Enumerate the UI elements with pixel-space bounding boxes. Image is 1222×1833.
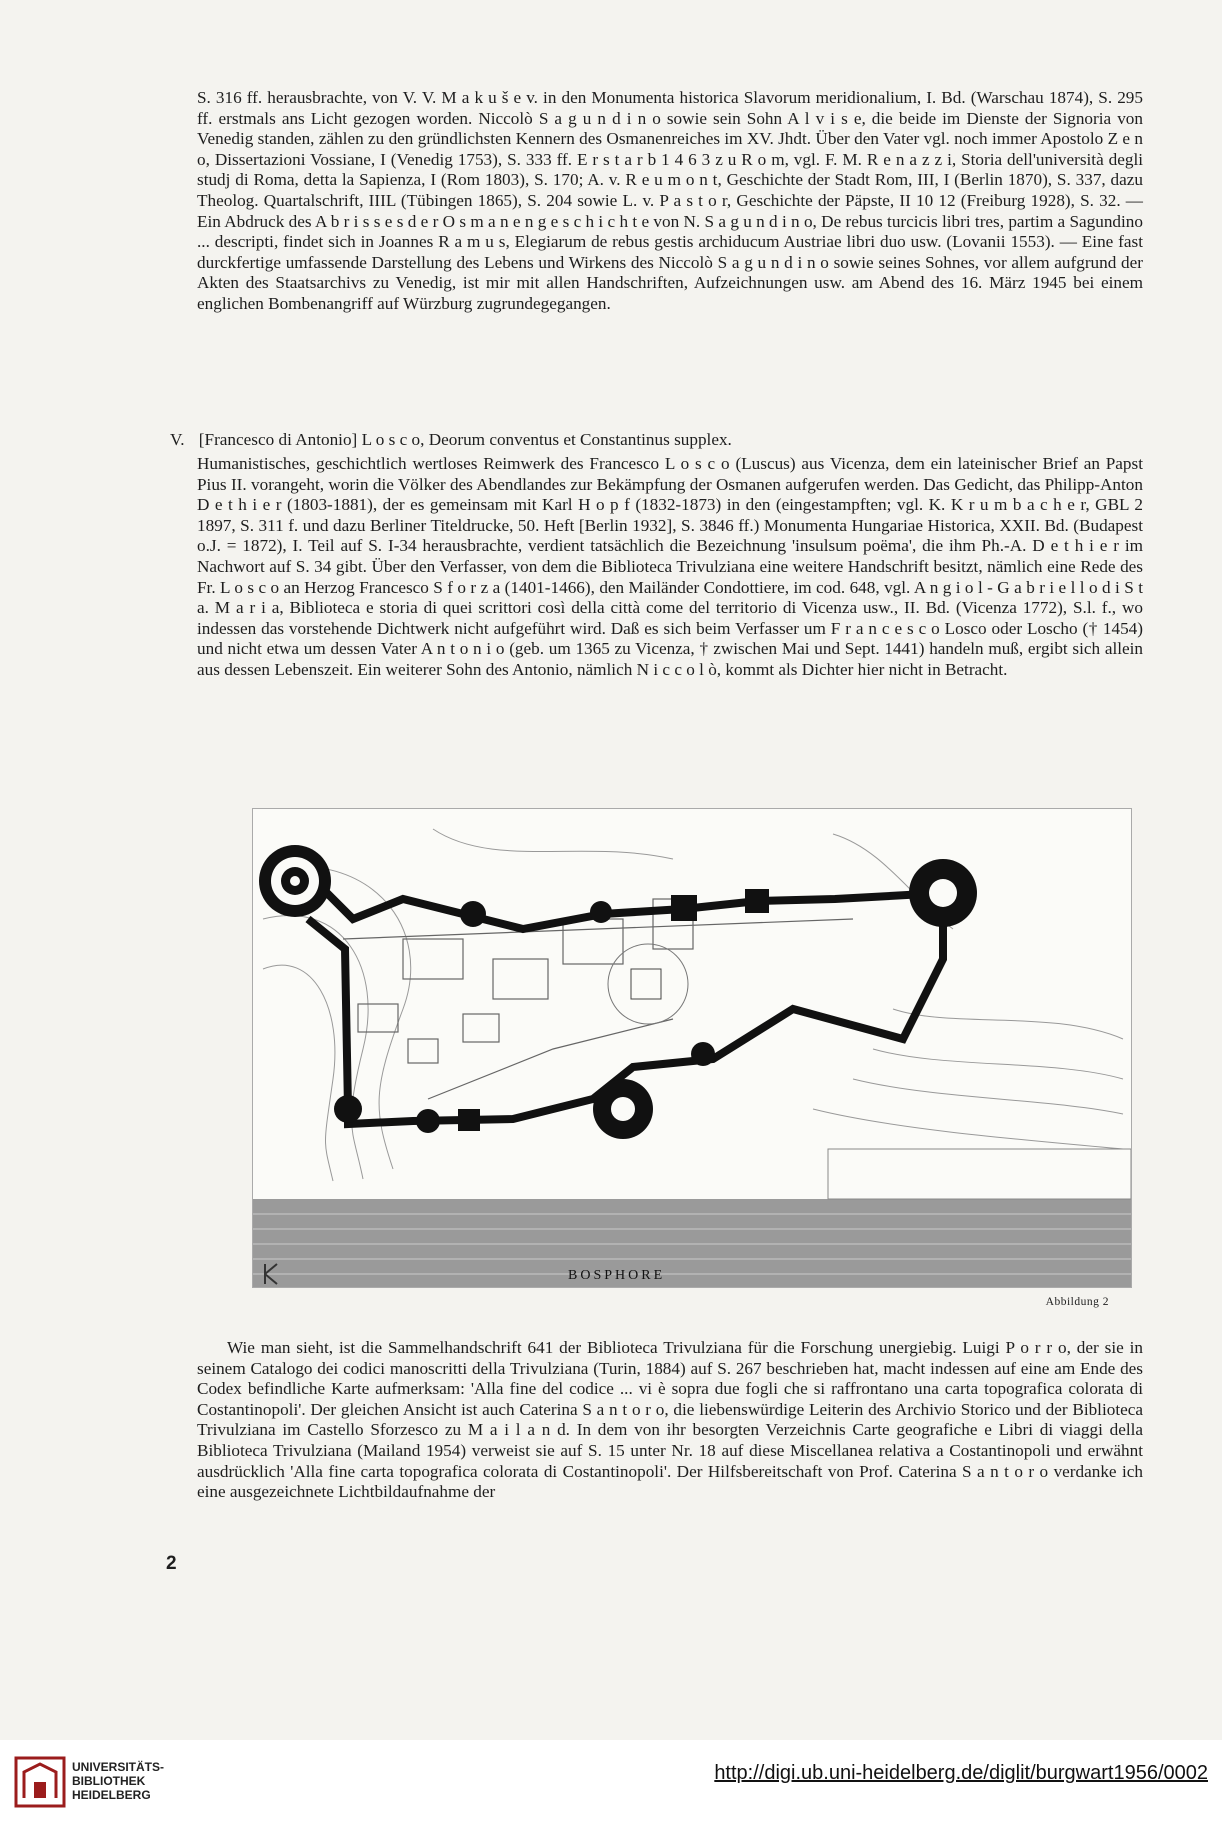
digitization-url-link[interactable]: http://digi.ub.uni-heidelberg.de/diglit/burgwart1956/0002 xyxy=(714,1762,1208,1784)
tower-bottom xyxy=(593,1079,653,1139)
university-library-logo-icon xyxy=(12,1754,68,1810)
library-footer xyxy=(0,1740,1222,1833)
tower-top-left xyxy=(259,845,331,917)
central-monument xyxy=(608,944,688,1024)
sea-label: BOSPHORE xyxy=(568,1268,666,1283)
castle-plan-figure xyxy=(252,808,1132,1288)
interior-buildings xyxy=(343,899,853,1099)
library-name-line-2: BIBLIOTHEK xyxy=(72,1774,146,1788)
paragraph-losco: Humanistisches, geschichtlich wertloses Reimwerk des Francesco L o s c o (Luscus) aus Vicenza, dem ein lateinischer Brief an Papst Pius II. vorangeht, worin die Völker des Abendlandes zur Bekämpfung der Osmanen aufgerufen werden. Das Gedicht, das Philipp-Anton D e t h i e r (1803-1881), der es gemeinsam mit Karl H o p f (1832-1873) in den (eingestampften; vgl. K. K r u m b a c h e r, GBL 2 1897, S. 311 f. und dazu Berliner Titeldrucke, 50. Heft [Berlin 1932], S. 3846 ff.) Monumenta Hungariae Historica, XXII. Bd. (Budapest o.J. = 1872), I. Teil auf S. I-34 herausbrachte, verdient tatsächlich die Bezeichnung 'insulsum poëma', die ihm Ph.-A. D e t h i e r im Nachwort auf S. 34 gibt. Über den Verfasser, von dem die Biblioteca Trivulziana eine weitere Handschrift besitzt, nämlich eine Rede des Fr. L o s c o an Herzog Francesco S f o r z a (1401-1466), den Mailänder Condottiere, im cod. 648, vgl. A n g i o l - G a b r i e l l o d i S t a. M a r i a, Biblioteca e storia di quei scrittori così della città come del territorio di Vicenza usw., II. Bd. (Vicenza 1772), S.l. f., wo indessen das vorstehende Dichtwerk nicht aufgeführt wird. Daß es sich beim Verfasser um F r a n c e s c o Losco oder Loscho († 1454) und nicht etwa um dessen Vater A n t o n i o (geb. um 1365 zu Vicenza, † zwischen Mai und Sept. 1441) handeln muß, ergibt sich allein aus dessen Lebenszeit. Ein weiterer Sohn des Antonio, nämlich N i c c o l ò, kommt als Dichter hier nicht in Betracht. xyxy=(197,454,1143,679)
fortress-plan-drawing xyxy=(253,809,1131,1287)
library-name-line-1: UNIVERSITÄTS- xyxy=(72,1760,165,1774)
terrain-contours xyxy=(263,829,1123,1181)
shore-building xyxy=(828,1149,1131,1199)
paragraph-porro: Wie man sieht, ist die Sammelhandschrift 641 der Biblioteca Trivulziana für die Forschung unergiebig. Luigi P o r r o, der sie in seinem Catalogo dei codici manoscritti della Trivulziana (Turin, 1884) auf S. 267 beschrieben hat, macht indessen auf eine am Ende des Codex befindliche Karte aufmerksam: 'Alla fine del codice ... vi è sopra due fogli che si raffrontano una carta topografica colorata di Costantinopoli'. Der gleichen Ansicht ist auch Caterina S a n t o r o, die liebenswürdige Leiterin des Archivio Storico und der Biblioteca Trivulziana im Castello Sforzesco zu M a i l a n d. In dem von ihr besorgten Verzeichnis Carte geografiche e Libri di viaggi della Biblioteca Trivulziana (Mailand 1954) verweist sie auf S. 15 unter Nr. 18 auf diese Miscellanea relativa a Costantinopoli und erwähnt ausdrücklich 'Alla fine carta topografica colorata di Costantinopoli'. Der Hilfsbereitschaft von Prof. Caterina S a n t o r o verdanke ich eine ausgezeichnete Lichtbildaufnahme der xyxy=(197,1338,1143,1502)
section-title: [Francesco di Antonio] L o s c o, Deorum conventus et Constantinus supplex. xyxy=(198,430,732,449)
section-number: V. xyxy=(170,430,185,449)
library-name-line-3: HEIDELBERG xyxy=(72,1788,151,1802)
page-number: 2 xyxy=(166,1553,177,1574)
paragraph-footnote-sagundino: S. 316 ff. herausbrachte, von V. V. M a k u š e v. in den Monumenta historica Slavorum meridionalium, I. Bd. (Warschau 1874), S. 295 ff. erstmals ans Licht gezogen worden. Niccolò S a g u n d i n o sowie sein Sohn A l v i s e, die beide im Dienste der Signoria von Venedig standen, zählen zu den gründlichsten Kennern des Osmanenreiches im XV. Jhdt. Über den Vater vgl. noch immer Apostolo Z e n o, Dissertazioni Vossiane, I (Venedig 1753), S. 333 ff. E r s t a r b 1 4 6 3 z u R o m, vgl. F. M. R e n a z z i, Storia dell'università degli studj di Roma, detta la Sapienza, I (Rom 1803), S. 170; A. v. R e u m o n t, Geschichte der Stadt Rom, III, I (Berlin 1870), S. 337, dazu Theolog. Quartalschrift, IIIL (Tübingen 1865), S. 204 sowie L. v. P a s t o r, Geschichte der Päpste, II 10 12 (Freiburg 1928), S. 32. — Ein Abdruck des A b r i s s e s d e r O s m a n e n g e s c h i c h t e von N. S a g u n d i n o, De rebus turcicis libri tres, partim a Sagundino ... descripti, findet sich in Joannes R a m u s, Elegiarum de rebus gestis archiducum Austriae libri duo usw. (Lovanii 1553). — Eine fast durckfertige umfassende Darstellung des Lebens und Wirkens des Niccolò S a g u n d i n o sowie seines Sohnes, vor allem aufgrund der Akten des Staatsarchivs zu Venedig, ist mir mit allen Handschriften, Aufzeichnungen usw. am Abend des 16. März 1945 bei einem englichen Bombenangriff auf Würzburg zugrundegegangen. xyxy=(197,88,1143,313)
figure-caption: Abbildung 2 xyxy=(1045,1296,1109,1308)
library-name xyxy=(72,1760,164,1802)
section-heading xyxy=(170,430,742,450)
tower-top-right xyxy=(909,859,977,927)
